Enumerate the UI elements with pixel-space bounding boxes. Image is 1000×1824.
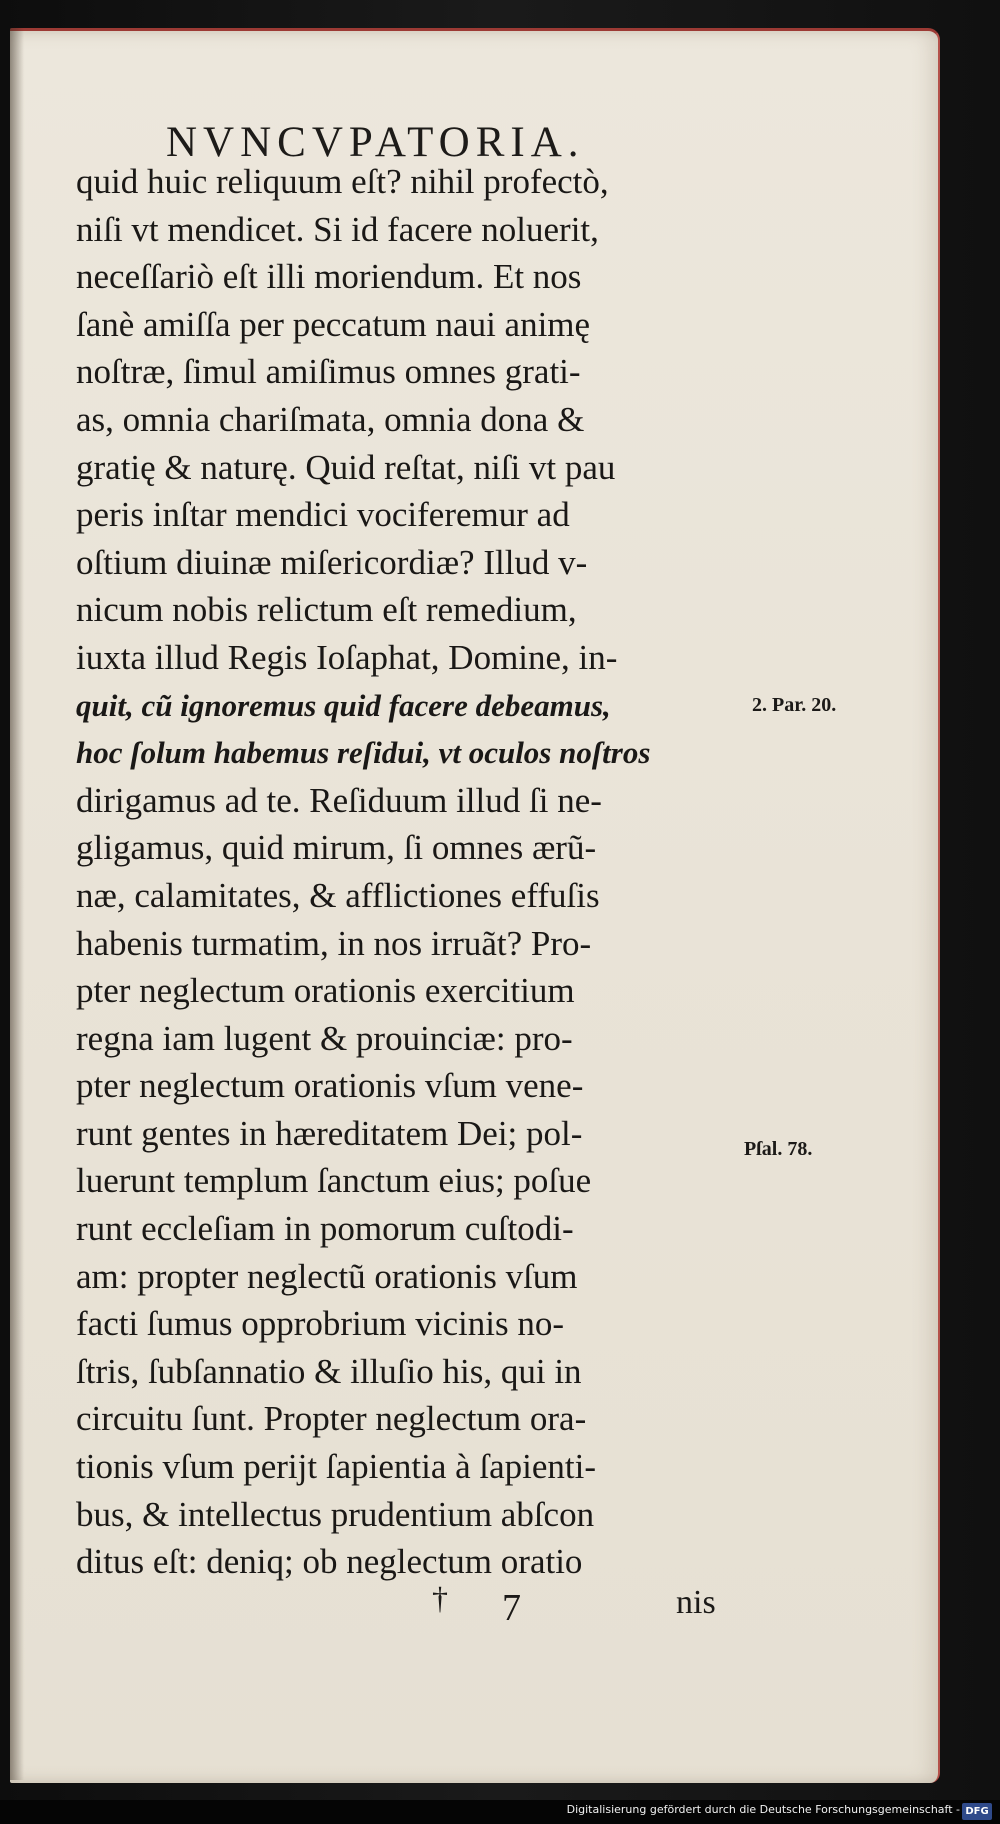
marginal-note-paralipomenon: 2. Par. 20. [752, 694, 837, 716]
text-line: ditus eſt: deniq; ob neglectum oratio [76, 1542, 583, 1582]
text-line: peris inſtar mendici vociferemur ad [76, 495, 570, 535]
running-head: NVNCVPATORIA. [166, 119, 585, 166]
text-line: ſanè amiſſa per peccatum naui animę [76, 304, 591, 344]
text-line: tionis vſum perijt ſapientia à ſapienti- [76, 1447, 597, 1487]
text-line: ſtris, ſubſannatio & illuſio his, qui in [76, 1351, 582, 1391]
digitization-footer [0, 1800, 1000, 1824]
text-line: niſi vt mendicet. Si id facere noluerit, [76, 209, 599, 249]
text-line: gratię & naturę. Quid reſtat, niſi vt pau [76, 447, 616, 487]
marginal-note-psalm: Pſal. 78. [744, 1138, 813, 1160]
text-line-italic: quit, cũ ignoremus quid facere debeamus, [76, 687, 611, 723]
text-line: noſtræ, ſimul amiſimus omnes grati- [76, 352, 581, 392]
text-line: as, omnia chariſmata, omnia dona & [76, 399, 585, 439]
text-line: iuxta illud Regis Ioſaphat, Domine, in- [76, 637, 618, 677]
text-line: regna iam lugent & prouinciæ: pro- [76, 1018, 573, 1058]
text-line: pter neglectum orationis exercitium [76, 971, 575, 1011]
text-line: quid huic reliquum eſt? nihil profectò, [76, 162, 609, 201]
text-line: pter neglectum orationis vſum vene- [76, 1066, 584, 1106]
text-line: oſtium diuinæ miſericordiæ? Illud v- [76, 542, 588, 582]
dfg-logo-icon: DFG [962, 1803, 992, 1820]
catchword: nis [676, 1584, 716, 1621]
text-line: næ, calamitates, & afflictiones effuſis [76, 875, 600, 915]
text-line: runt eccleſiam in pomorum cuſtodi- [76, 1209, 574, 1249]
main-text-block [76, 158, 740, 1586]
text-line: facti ſumus opprobrium vicinis no- [76, 1304, 564, 1344]
footer-credit: Digitalisierung gefördert durch die Deutsche Forschungsgemeinschaft - [566, 1803, 960, 1816]
text-line-italic: hoc ſolum habemus reſidui, vt oculos noſtros [76, 735, 651, 771]
text-line: luerunt templum ſanctum eius; poſue [76, 1161, 592, 1201]
text-line: circuitu ſunt. Propter neglectum ora- [76, 1399, 587, 1439]
text-line: nicum nobis relictum eſt remedium, [76, 590, 577, 630]
signature-mark: † [432, 1580, 448, 1616]
text-line: bus, & intellectus prudentium abſcon [76, 1494, 595, 1534]
text-line: gligamus, quid mirum, ſi omnes ærũ- [76, 828, 597, 868]
text-line: neceſſariò eſt illi moriendum. Et nos [76, 257, 582, 297]
text-line: am: propter neglectũ orationis vſum [76, 1256, 578, 1296]
page-gutter-shadow [10, 28, 24, 1780]
text-line: habenis turmatim, in nos irruãt? Pro- [76, 923, 592, 963]
text-line: dirigamus ad te. Reſiduum illud ſi ne- [76, 780, 602, 820]
page-number: 7 [502, 1587, 521, 1629]
text-line: runt gentes in hæreditatem Dei; pol- [76, 1113, 583, 1153]
